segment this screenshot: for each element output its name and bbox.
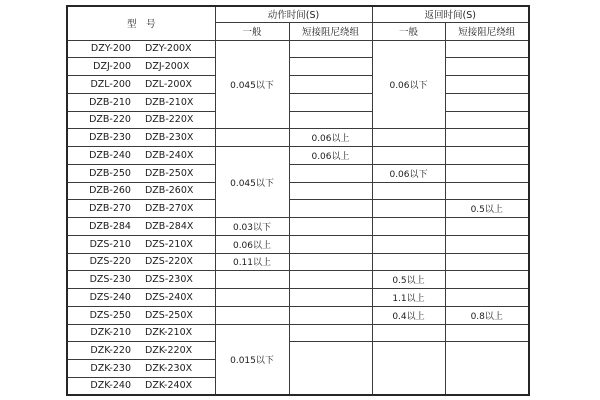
return-damping-cell [445, 235, 529, 253]
action-damping-cell [289, 58, 372, 76]
model-name: DZB-230X [144, 132, 194, 144]
model-name-pair [68, 61, 215, 72]
action-general-header: 一般 [215, 22, 289, 40]
table-row [67, 76, 529, 94]
model-name: DZS-220X [144, 256, 193, 268]
spec-table-body [67, 40, 529, 395]
model-cell [67, 58, 215, 76]
model-name-pair [68, 79, 215, 90]
model-cell [67, 235, 215, 253]
return-damping-cell [445, 111, 529, 129]
table-row [67, 40, 529, 58]
action-damping-cell [289, 324, 372, 342]
return-damping-cell [445, 40, 529, 58]
action-general-cell: 0.11以上 [215, 253, 289, 271]
model-cell [67, 40, 215, 58]
action-damping-cell [289, 342, 372, 395]
model-name: DZB-260X [144, 185, 194, 197]
table-row [67, 93, 529, 111]
model-cell [67, 182, 215, 200]
model-name: DZY-200 [90, 43, 131, 55]
return-damping-cell [445, 164, 529, 182]
model-cell [67, 253, 215, 271]
model-name: DZS-230X [144, 274, 193, 286]
model-name-pair [68, 256, 215, 267]
return-general-cell [372, 200, 445, 218]
model-name: DZB-240 [89, 149, 131, 161]
action-general-cell [215, 129, 289, 147]
model-cell [67, 377, 215, 395]
table-row [67, 129, 529, 147]
model-cell [67, 324, 215, 342]
model-cell [67, 129, 215, 147]
model-cell [67, 289, 215, 307]
return-general-cell [372, 147, 445, 165]
return-general-cell [372, 342, 445, 395]
model-name-pair [68, 239, 215, 250]
model-name: DZK-220 [90, 345, 131, 357]
action-general-cell: 0.03以下 [215, 218, 289, 236]
model-name: DZS-220 [89, 256, 131, 268]
action-damping-cell [289, 111, 372, 129]
table-row [67, 289, 529, 307]
model-name-pair [68, 185, 215, 196]
model-name: DZB-270 [89, 203, 131, 215]
table-row [67, 147, 529, 165]
model-name: DZL-200 [90, 78, 131, 90]
model-name: DZS-240 [89, 291, 131, 303]
table-row [67, 253, 529, 271]
model-name: DZB-250 [89, 167, 131, 179]
model-name: DZB-210X [144, 96, 194, 108]
model-name: DZS-210X [144, 238, 193, 250]
model-name: DZS-250X [144, 309, 193, 321]
model-cell [67, 147, 215, 165]
action-general-cell [215, 271, 289, 289]
action-damping-cell [289, 218, 372, 236]
model-name: DZK-210 [90, 327, 131, 339]
spec-table-container [66, 5, 530, 396]
return-damping-cell: 0.8以上 [445, 306, 529, 324]
return-general-cell [372, 129, 445, 147]
table-row [67, 200, 529, 218]
model-name: DZB-210 [89, 96, 131, 108]
model-name: DZB-260 [89, 185, 131, 197]
action-general-cell: 0.06以上 [215, 235, 289, 253]
model-name: DZB-270X [144, 203, 194, 215]
model-name: DZB-250X [144, 167, 194, 179]
model-name: DZJ-200 [93, 61, 131, 73]
model-name: DZB-284X [144, 220, 194, 232]
model-name: DZK-210X [145, 327, 193, 339]
action-damping-cell [289, 306, 372, 324]
return-damping-cell [445, 218, 529, 236]
table-row [67, 111, 529, 129]
model-name-pair [68, 114, 215, 125]
action-damping-cell [289, 271, 372, 289]
return-damping-cell [445, 271, 529, 289]
model-name-pair [68, 43, 215, 54]
return-general-cell [372, 235, 445, 253]
model-header: 型 号 [67, 6, 215, 40]
action-damping-header: 短接阻尼绕组 [289, 22, 372, 40]
return-damping-cell [445, 182, 529, 200]
model-cell [67, 271, 215, 289]
return-damping-cell [445, 58, 529, 76]
model-name-pair [68, 132, 215, 143]
model-name-pair [68, 168, 215, 179]
spec-table [66, 5, 530, 396]
model-name-pair [68, 380, 215, 391]
action-general-cell [215, 289, 289, 307]
model-name-pair [68, 310, 215, 321]
return-time-header: 返回时间(S) [372, 6, 529, 22]
action-time-header: 动作时间(S) [215, 6, 372, 22]
model-name-pair [68, 221, 215, 232]
return-damping-cell: 0.5以上 [445, 200, 529, 218]
return-general-cell [372, 324, 445, 342]
model-name-pair [68, 150, 215, 161]
return-damping-cell [445, 93, 529, 111]
model-name: DZK-220X [145, 345, 193, 357]
table-row [67, 271, 529, 289]
model-name: DZY-200X [144, 43, 192, 55]
model-name: DZB-284 [89, 220, 131, 232]
action-damping-cell: 0.06以上 [289, 147, 372, 165]
return-damping-cell [445, 147, 529, 165]
model-name: DZK-240 [90, 380, 131, 392]
action-damping-cell [289, 93, 372, 111]
return-general-header: 一般 [372, 22, 445, 40]
model-name-pair [68, 292, 215, 303]
action-general-cell: 0.045以下 [215, 40, 289, 129]
action-damping-cell [289, 164, 372, 182]
model-cell [67, 306, 215, 324]
return-general-cell: 0.4以上 [372, 306, 445, 324]
return-general-cell: 0.5以上 [372, 271, 445, 289]
model-name: DZL-200X [144, 78, 193, 90]
model-name-pair [68, 363, 215, 374]
model-name: DZK-230 [90, 362, 131, 374]
model-name: DZB-220X [144, 114, 194, 126]
table-row [67, 306, 529, 324]
action-damping-cell [289, 253, 372, 271]
model-name: DZS-210 [89, 238, 131, 250]
action-damping-cell [289, 200, 372, 218]
action-damping-cell: 0.06以上 [289, 129, 372, 147]
model-cell [67, 76, 215, 94]
model-name: DZB-230 [89, 132, 131, 144]
action-general-cell: 0.015以下 [215, 324, 289, 395]
action-damping-cell [289, 182, 372, 200]
return-damping-cell [445, 129, 529, 147]
return-damping-cell [445, 76, 529, 94]
model-name: DZK-240X [145, 380, 193, 392]
return-general-cell: 0.06以下 [372, 164, 445, 182]
return-general-cell [372, 182, 445, 200]
return-damping-header: 短接阻尼绕组 [445, 22, 529, 40]
table-row [67, 235, 529, 253]
return-general-cell [372, 218, 445, 236]
model-cell [67, 360, 215, 378]
action-general-cell: 0.045以下 [215, 147, 289, 218]
model-cell [67, 200, 215, 218]
table-row [67, 324, 529, 342]
model-cell [67, 342, 215, 360]
model-name: DZS-230 [89, 274, 131, 286]
table-row [67, 58, 529, 76]
model-name: DZK-230X [145, 362, 193, 374]
return-damping-cell [445, 324, 529, 342]
model-cell [67, 218, 215, 236]
model-name-pair [68, 274, 215, 285]
table-row [67, 342, 529, 360]
return-general-cell: 0.06以下 [372, 40, 445, 129]
model-name-pair [68, 327, 215, 338]
model-name-pair [68, 203, 215, 214]
return-damping-cell [445, 289, 529, 307]
action-general-cell [215, 306, 289, 324]
action-damping-cell [289, 289, 372, 307]
model-name: DZB-220 [89, 114, 131, 126]
table-row [67, 218, 529, 236]
model-name-pair [68, 97, 215, 108]
action-damping-cell [289, 235, 372, 253]
action-damping-cell [289, 76, 372, 94]
model-cell [67, 111, 215, 129]
header-row-groups [67, 6, 529, 22]
return-damping-cell [445, 342, 529, 395]
return-damping-cell [445, 253, 529, 271]
model-name: DZS-240X [144, 291, 193, 303]
table-row [67, 164, 529, 182]
return-general-cell: 1.1以上 [372, 289, 445, 307]
model-name-pair [68, 345, 215, 356]
model-cell [67, 164, 215, 182]
model-name: DZB-240X [144, 149, 194, 161]
model-name: DZJ-200X [145, 61, 190, 73]
model-name: DZS-250 [89, 309, 131, 321]
model-cell [67, 93, 215, 111]
return-general-cell [372, 253, 445, 271]
table-row [67, 182, 529, 200]
action-damping-cell [289, 40, 372, 58]
